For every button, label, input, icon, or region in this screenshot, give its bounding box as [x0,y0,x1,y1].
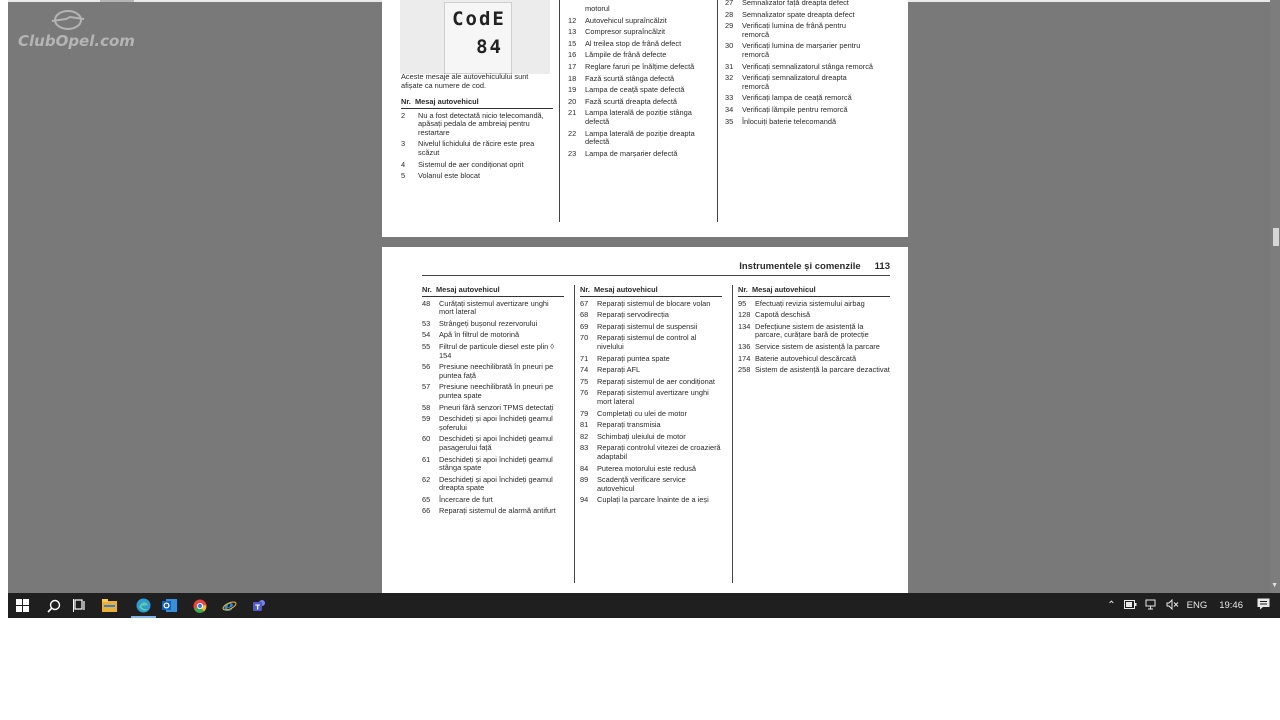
message-text: Semnalizator spate dreapta defect [742,9,855,19]
message-number [568,5,585,14]
message-row [725,118,875,127]
message-number: 76 [580,388,589,398]
watermark [18,8,135,50]
message-number: 19 [568,85,577,95]
message-number: 71 [580,353,589,363]
message-text: Lampa de marșarier defectă [585,148,678,158]
message-number: 31 [725,61,734,71]
message-row [580,389,722,406]
message-row [568,17,700,26]
message-text: Nu a fost detectată nicio telecomandă, apăsați pedala de ambreiaj pentru restartare [418,110,544,137]
message-number: 32 [725,73,734,83]
message-number: 95 [738,298,747,308]
message-column-3 [738,286,890,378]
message-row [568,98,700,107]
message-row [401,161,553,170]
message-text: Reparați sistemul de alarmă antifurt [439,506,556,516]
message-text: Autovehicul supraîncălzit [585,15,667,25]
lcd-code-label: CodE [452,8,506,30]
message-text: Reparați AFL [597,365,641,375]
message-number: 68 [580,310,589,320]
message-number: 258 [738,365,751,375]
message-row [738,300,890,309]
message-text: Sistemul de aer condiționat oprit [418,159,524,169]
message-column-2 [568,5,700,161]
message-number: 20 [568,96,577,106]
message-text: Lampa de ceață spate defectă [585,85,685,95]
message-text: Deschideți și apoi închideți geamul pasagerului față [439,434,553,452]
message-text: Apă în filtrul de motorină [439,330,520,340]
message-text: Reparați puntea spate [597,353,670,363]
message-row [401,140,553,157]
message-row [580,433,722,442]
message-text: Puterea motorului este redusă [597,463,697,473]
message-number: 55 [422,341,431,351]
manual-page-113 [382,247,908,593]
column-divider [717,0,718,222]
message-number: 57 [422,382,431,392]
header-rule [422,275,890,276]
message-row [568,75,700,84]
message-row [725,42,875,59]
internet-explorer-icon[interactable] [221,597,238,614]
message-number: 84 [580,463,589,473]
message-text: Lămpile de frână defecte [585,50,667,60]
opel-logo-icon [48,8,88,32]
message-number: 28 [725,9,734,19]
message-row [725,63,875,72]
message-number: 65 [422,494,431,504]
message-row [568,51,700,60]
message-row [580,366,722,375]
search-icon[interactable] [45,597,62,614]
clock[interactable]: 19:46 [1219,600,1243,611]
taskbar [8,593,1280,618]
message-text: Filtrul de particule diesel este plin ◊ 154 [439,341,554,360]
message-number: 136 [738,341,751,351]
message-text: Lampa laterală de poziție stânga defectă [585,108,692,126]
message-number: 59 [422,414,431,424]
message-row [580,355,722,364]
message-text: Volanul este blocat [418,171,481,181]
language-indicator[interactable]: ENG [1186,600,1208,611]
message-text: Reparați sistemul de aer condiționat [597,376,715,386]
message-text: Reparați transmisia [597,420,661,430]
active-indicator [131,616,156,618]
scroll-down-icon[interactable]: ▼ [1271,582,1278,589]
message-number: 22 [568,128,577,138]
svg-text:e: e [224,598,234,613]
message-text: Verificați semnalizatorul stânga remorcă [742,61,874,71]
message-row [725,106,875,115]
message-text: Verificați lampa de ceață remorcă [742,93,852,103]
message-number: 34 [725,104,734,114]
message-text: Deschideți și apoi închideți geamul șoferului [439,414,553,432]
message-text: Deschideți și apoi închideți geamul stânga spate [439,454,553,473]
message-number: 67 [580,298,589,308]
volume-muted-icon[interactable] [1166,599,1179,613]
message-text: Deschideți și apoi închideți geamul dreapta spate [439,474,553,493]
message-text: Presiune neechilibrată în pneuri pe puntea spate [439,382,554,400]
message-row [725,22,875,39]
message-text: Service sistem de asistență la parcare [755,341,880,351]
message-row [422,331,564,340]
page-number: 113 [874,261,890,272]
message-row [580,465,722,474]
message-number: 48 [422,298,431,308]
message-number: 89 [580,475,589,485]
message-text: Cuplați la parcare înainte de a ieși [597,495,709,505]
message-row [725,94,875,103]
message-row [568,28,700,37]
message-number: 61 [422,454,431,464]
message-text: Pneuri fără senzori TPMS detectați [439,402,554,412]
message-text: Capotă deschisă [755,310,811,320]
windows-start-icon[interactable] [14,597,31,614]
message-text: Verificați lămpile pentru remorcă [742,104,848,114]
message-text: Reparați controlul vitezei de croazieră adaptabil [597,443,721,461]
message-text: Lampa laterală de poziție dreapta defectă [585,128,695,147]
message-row [580,496,722,505]
message-text: Reparați sistemul de control al nivelului [597,333,697,351]
message-number: 81 [580,420,589,430]
message-number: 75 [580,376,589,386]
intro-text: Aceste mesaje ale autovehiculului sunt afișate ca numere de cod. [401,72,529,90]
message-text: Verificați lumina de marșarier pentru remorcă [742,41,861,59]
page-header [739,263,890,272]
message-row [580,444,722,461]
message-number: 35 [725,116,734,126]
message-row [422,404,564,413]
message-number: 30 [725,41,734,51]
message-row [738,323,890,340]
message-number: 12 [568,15,577,25]
message-number: 15 [568,38,577,48]
message-text: Verificați lumina de frână pentru remorcă [742,21,846,39]
message-number: 27 [725,0,734,7]
message-text: Reparați servodirecția [597,310,669,320]
task-view-icon[interactable] [71,597,88,614]
message-row [568,5,700,14]
message-number: 94 [580,495,589,505]
svg-text:T: T [255,603,261,612]
display-illustration [400,0,550,74]
system-tray [1107,593,1270,618]
document-viewer[interactable] [8,0,1280,593]
message-row [738,343,890,352]
message-text: Reparați sistemul de blocare volan [597,298,711,308]
message-row [568,109,700,126]
column-divider [732,285,733,583]
message-row [422,507,564,516]
message-text: Presiune neechilibrată în pneuri pe puntea față [439,362,554,380]
message-text: Reparați sistemul avertizare unghi mort lateral [597,388,709,406]
message-number: 54 [422,330,431,340]
toolbar-tab[interactable] [100,0,134,2]
message-number: 58 [422,402,431,412]
message-number: 79 [580,408,589,418]
message-number: 16 [568,50,577,60]
message-row [580,476,722,493]
teams-icon[interactable] [251,597,268,614]
edge-icon[interactable] [131,597,156,614]
message-text: Semnalizator față dreapta defect [742,0,849,7]
message-row [401,112,553,138]
message-number: 21 [568,108,577,118]
column-divider [559,0,560,222]
message-text: Înlocuiți baterie telecomandă [742,116,837,126]
message-text: Efectuați revizia sistemului airbag [755,298,865,308]
message-number: 18 [568,73,577,83]
message-text: Verificați semnalizatorul dreapta remorcă [742,73,847,91]
chrome-icon[interactable] [191,597,208,614]
message-row [422,435,564,452]
message-text: Sistem de asistență la parcare dezactivat [755,365,890,375]
message-number: 62 [422,474,431,484]
message-number: 56 [422,362,431,372]
section-title: Instrumentele și comenzile [739,261,861,272]
watermark-text: ClubOpel.com [18,32,135,50]
message-row [422,496,564,505]
message-text: Defecțiune sistem de asistență la parcare, curățare bară de protecție [755,321,869,340]
message-number: 69 [580,321,589,331]
message-column-2 [580,286,722,508]
message-text: Curățați sistemul avertizare unghi mort lateral [439,298,549,317]
message-row [422,320,564,329]
column-header: Nr. Mesaj autovehicul [738,286,890,297]
message-column-3 [725,0,875,129]
message-row [568,150,700,159]
message-number: 128 [738,310,751,320]
message-column-1 [422,286,564,519]
message-row [738,355,890,364]
message-text: Încercare de furt [439,494,493,504]
message-row [580,410,722,419]
message-number: 5 [401,171,406,181]
message-number: 17 [568,61,577,71]
message-row [738,311,890,320]
message-number: 23 [568,148,577,158]
message-row [738,366,890,375]
message-text: Al treilea stop de frână defect [585,38,682,48]
message-text: Fază scurtă dreapta defectă [585,96,678,106]
message-row [401,172,553,181]
message-number: 82 [580,431,589,441]
message-row [580,334,722,351]
lcd-code-number: 84 [476,36,503,58]
message-number: 74 [580,365,589,375]
message-number: 53 [422,318,431,328]
message-number: 174 [738,353,751,363]
outlook-icon[interactable] [161,597,178,614]
message-row [580,323,722,332]
network-icon[interactable] [1145,599,1158,613]
message-number: 66 [422,506,431,516]
message-text: Baterie autovehicul descărcată [755,353,857,363]
message-number: 134 [738,321,751,331]
message-row [422,383,564,400]
message-row [568,40,700,49]
message-text: Reparați sistemul de suspensii [597,321,698,331]
message-text: Scadență verificare service autovehicul [597,475,686,493]
file-explorer-icon[interactable] [101,597,118,614]
message-text: Compresor supraîncălzit [585,27,666,37]
message-row [422,456,564,473]
message-row [580,421,722,430]
message-text: Reglare faruri pe înălțime defectă [585,61,695,71]
message-row [580,311,722,320]
show-hidden-icons-icon[interactable]: ⌃ [1107,600,1116,611]
message-row [422,300,564,317]
message-number: 33 [725,93,734,103]
message-number: 60 [422,434,431,444]
notifications-icon[interactable] [1257,598,1270,613]
message-text: Schimbați uleiului de motor [597,431,686,441]
lcd-screen [444,2,512,74]
column-header: Nr. Mesaj autovehicul [580,286,722,297]
message-row [568,63,700,72]
manual-page-112 [382,0,908,237]
message-row [725,0,875,8]
scroll-thumb[interactable] [1273,228,1279,246]
message-row [725,11,875,20]
message-text: Fază scurtă stânga defectă [585,73,675,83]
message-number: 13 [568,27,577,37]
message-text: motorul [585,4,610,13]
message-column-1 [401,98,553,184]
message-number: 2 [401,110,406,120]
message-row [568,130,700,147]
message-row [422,363,564,380]
message-text: Completați cu ulei de motor [597,408,687,418]
message-row [422,476,564,493]
message-text: Strângeți bușonul rezervorului [439,318,538,328]
message-row [422,343,564,360]
message-text: Nivelul lichidului de răcire este prea scăzut [418,139,535,157]
battery-icon[interactable] [1124,600,1137,612]
message-number: 29 [725,21,734,31]
column-header: Nr. Mesaj autovehicul [422,286,564,297]
column-header: Nr. Mesaj autovehicul [401,98,553,109]
message-row [422,415,564,432]
message-number: 3 [401,139,406,149]
message-row [580,378,722,387]
message-row [580,300,722,309]
vertical-scrollbar[interactable] [1270,0,1280,593]
message-row [725,74,875,91]
message-number: 83 [580,443,589,453]
message-row [568,86,700,95]
message-number: 70 [580,333,589,343]
column-divider [574,285,575,583]
message-number: 4 [401,159,406,169]
